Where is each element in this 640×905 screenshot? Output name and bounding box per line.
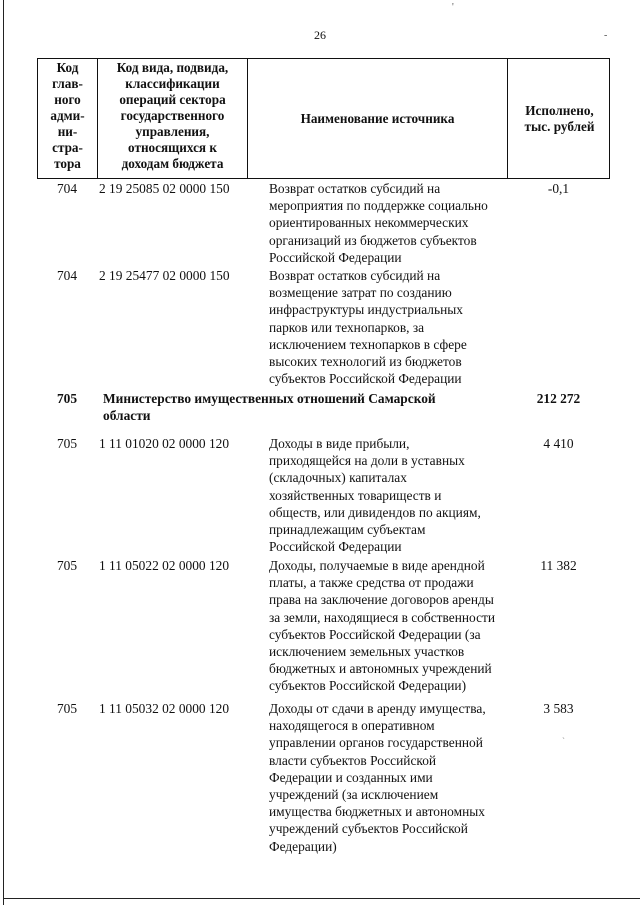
admin-code: 704: [56, 268, 78, 283]
classification-code: 1 11 05022 02 0000 120: [99, 558, 230, 573]
page-bottom-edge: [3, 898, 640, 899]
source-name: Доходы в виде прибыли, приходящейся на доли в уставных (складочных) капиталах хозяйственных товариществ и обществ, или дивидендов по акциям, принадлежащим субъектам Российской Федерации: [269, 436, 481, 555]
scan-speck: `: [562, 736, 565, 746]
scan-speck: -: [604, 30, 608, 41]
admin-code: 705: [56, 391, 78, 406]
admin-code: 705: [56, 558, 78, 573]
source-name: Доходы от сдачи в аренду имущества, находящегося в оперативном управлении органов государственной власти субъектов Российской Федерации и созданных ими учреждений (за исключением имущества бюджетных и автономных учреждений субъектов Российской Федерации): [269, 701, 486, 854]
admin-code: 705: [56, 436, 78, 451]
source-name: Доходы, получаемые в виде арендной платы, а также средства от продажи права на заключение договоров аренды за земли, находящиеся в собственности субъектов Российской Федерации (за исключением земельных участков бюджетных и автономных учреждений субъектов Российской Федерации): [269, 558, 496, 694]
page-number: 26: [314, 28, 326, 42]
table-header: [37, 58, 610, 179]
source-name: Возврат остатков субсидий на мероприятия по поддержке социально ориентированных некоммерческих организаций из бюджетов субъектов Российской Федерации: [269, 181, 488, 265]
header-classification-code: Код вида, подвида, классификации операций сектора государственного управления, относящихся к доходам бюджета: [98, 59, 248, 178]
admin-code: 705: [56, 701, 78, 716]
source-name: Возврат остатков субсидий на возмещение затрат по созданию инфраструктуры индустриальных парков или технопарков, за исключением технопарков в сфере высоких технологий из бюджетов субъектов Российской Федерации: [269, 268, 467, 387]
classification-code: 2 19 25477 02 0000 150: [99, 268, 230, 283]
admin-code: 704: [56, 181, 78, 196]
classification-code: 2 19 25085 02 0000 150: [99, 181, 230, 196]
executed-amount: 11 382: [540, 558, 577, 573]
classification-code: 1 11 05032 02 0000 120: [99, 701, 230, 716]
ministry-name: Министерство имущественных отношений Самарской области: [103, 391, 436, 424]
header-executed-amount: Исполнено, тыс. рублей: [524, 102, 595, 134]
scan-speck: ': [452, 2, 454, 13]
header-source-name: Наименование источника: [248, 59, 508, 178]
executed-amount: -0,1: [547, 181, 570, 196]
ministry-total-amount: 212 272: [536, 391, 581, 406]
executed-amount: 4 410: [543, 436, 574, 451]
classification-code: 1 11 01020 02 0000 120: [99, 436, 230, 451]
page-left-edge: [3, 0, 4, 905]
header-admin-code: Код глав- ного адми- ни- стра- тора: [38, 59, 98, 178]
executed-amount: 3 583: [543, 701, 574, 716]
